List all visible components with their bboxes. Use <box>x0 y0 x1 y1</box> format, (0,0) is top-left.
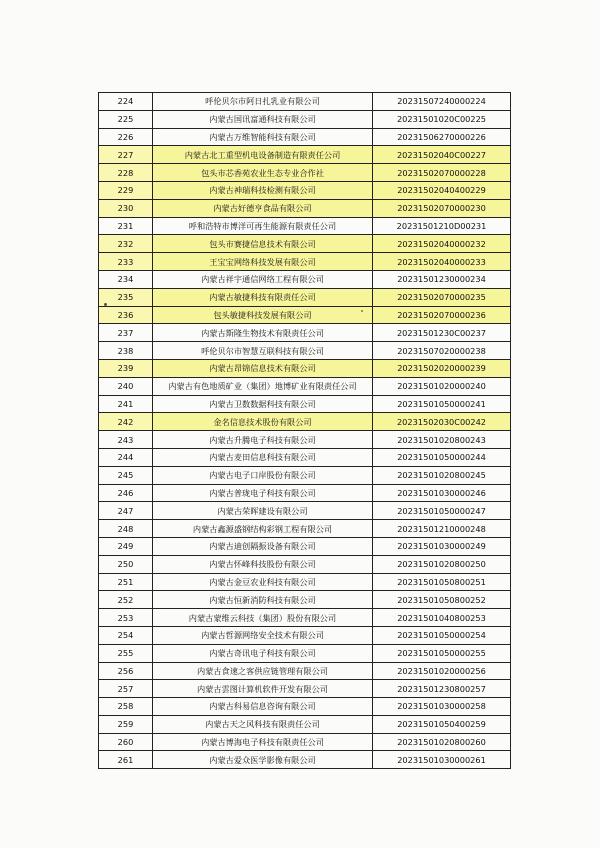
company-name: 内蒙古金豆农业科技有限公司 <box>153 573 373 591</box>
row-number: 250 <box>99 555 153 573</box>
table-row <box>99 502 511 520</box>
registration-code: 20231501050800252 <box>373 591 511 609</box>
registration-code: 20231502030C00242 <box>373 413 511 431</box>
table-row <box>99 342 511 360</box>
table-row <box>99 591 511 609</box>
company-name: 内蒙古北工重型机电设备制造有限责任公司 <box>153 146 373 164</box>
registration-code: 20231501050400259 <box>373 715 511 733</box>
registration-code: 20231501030000246 <box>373 484 511 502</box>
registration-code: 20231502040C00227 <box>373 146 511 164</box>
row-number: 228 <box>99 164 153 182</box>
company-name: 内蒙古卫数数据科技有限公司 <box>153 395 373 413</box>
company-name: 内蒙古敏捷科技有限责任公司 <box>153 288 373 306</box>
company-name: 内蒙古斯隆生物技术有限责任公司 <box>153 324 373 342</box>
registration-code: 20231501040800253 <box>373 609 511 627</box>
company-name: 内蒙古升腾电子科技有限公司 <box>153 431 373 449</box>
table-row <box>99 128 511 146</box>
registration-code: 20231501050000255 <box>373 644 511 662</box>
company-name: 包头市赛捷信息技术有限公司 <box>153 235 373 253</box>
row-number: 244 <box>99 448 153 466</box>
table-row <box>99 146 511 164</box>
company-name: 内蒙古迪创隔振设备有限公司 <box>153 537 373 555</box>
registration-code: 20231501230800257 <box>373 680 511 698</box>
row-number: 242 <box>99 413 153 431</box>
registration-code: 20231501030000258 <box>373 698 511 716</box>
table-row <box>99 448 511 466</box>
table-row <box>99 110 511 128</box>
row-number: 259 <box>99 715 153 733</box>
row-number: 229 <box>99 181 153 199</box>
row-number: 241 <box>99 395 153 413</box>
row-number: 231 <box>99 217 153 235</box>
row-number: 226 <box>99 128 153 146</box>
company-name: 内蒙古国讯富通科技有限公司 <box>153 110 373 128</box>
row-number: 251 <box>99 573 153 591</box>
company-name: 内蒙古普珑电子科技有限公司 <box>153 484 373 502</box>
table-row <box>99 537 511 555</box>
table-row <box>99 573 511 591</box>
registration-code: 20231502070000230 <box>373 199 511 217</box>
registration-code: 20231506270000226 <box>373 128 511 146</box>
registration-code: 20231507020000238 <box>373 342 511 360</box>
row-number: 240 <box>99 377 153 395</box>
table-row <box>99 377 511 395</box>
row-number: 225 <box>99 110 153 128</box>
registration-code: 20231501050000254 <box>373 626 511 644</box>
company-name: 内蒙古奇讯电子科技有限公司 <box>153 644 373 662</box>
table-row <box>99 235 511 253</box>
table-row <box>99 644 511 662</box>
table-row <box>99 324 511 342</box>
table-row <box>99 733 511 751</box>
company-name: 内蒙古科易信息咨询有限公司 <box>153 698 373 716</box>
table-row <box>99 306 511 324</box>
company-name: 内蒙古雲图计算机软件开发有限公司 <box>153 680 373 698</box>
table-row <box>99 395 511 413</box>
table-row <box>99 680 511 698</box>
company-name: 内蒙古食速之客供应链管理有限公司 <box>153 662 373 680</box>
row-number: 243 <box>99 431 153 449</box>
registration-code: 20231501020800250 <box>373 555 511 573</box>
table-body <box>99 93 511 769</box>
company-name: 内蒙古博海电子科技有限责任公司 <box>153 733 373 751</box>
row-number: 255 <box>99 644 153 662</box>
row-number: 248 <box>99 520 153 538</box>
registration-code: 20231502040000232 <box>373 235 511 253</box>
row-number: 234 <box>99 270 153 288</box>
company-name: 王宝宝网络科技发展有限公司 <box>153 253 373 271</box>
row-number: 236 <box>99 306 153 324</box>
row-number: 256 <box>99 662 153 680</box>
registration-code: 20231502040400229 <box>373 181 511 199</box>
row-number: 239 <box>99 359 153 377</box>
registration-code: 20231501050000247 <box>373 502 511 520</box>
company-name: 内蒙古怀峰科技股份有限公司 <box>153 555 373 573</box>
registration-code: 20231501030000261 <box>373 751 511 769</box>
row-number: 246 <box>99 484 153 502</box>
table-row <box>99 751 511 769</box>
registration-code: 20231501020C00225 <box>373 110 511 128</box>
registration-code: 20231501210D00231 <box>373 217 511 235</box>
row-number: 235 <box>99 288 153 306</box>
row-number: 232 <box>99 235 153 253</box>
row-number: 224 <box>99 93 153 111</box>
company-name: 金名信息技术股份有限公司 <box>153 413 373 431</box>
row-number: 252 <box>99 591 153 609</box>
registration-code: 20231502070000235 <box>373 288 511 306</box>
table-row <box>99 359 511 377</box>
company-name: 内蒙古祥宇通信网络工程有限公司 <box>153 270 373 288</box>
registration-code: 20231501050000244 <box>373 448 511 466</box>
registration-code: 20231507240000224 <box>373 93 511 111</box>
table-row <box>99 164 511 182</box>
scan-speck <box>104 303 107 306</box>
table-row <box>99 626 511 644</box>
row-number: 227 <box>99 146 153 164</box>
company-name: 内蒙古好德亨食品有限公司 <box>153 199 373 217</box>
table-row <box>99 520 511 538</box>
company-name: 内蒙古爱众医学影像有限公司 <box>153 751 373 769</box>
company-name: 呼和浩特市博洋可再生能源有限责任公司 <box>153 217 373 235</box>
table-row <box>99 431 511 449</box>
registration-code: 20231501020000256 <box>373 662 511 680</box>
company-name: 呼伦贝尔市智慧互联科技有限公司 <box>153 342 373 360</box>
row-number: 254 <box>99 626 153 644</box>
table-row <box>99 555 511 573</box>
table-row <box>99 698 511 716</box>
table-row <box>99 484 511 502</box>
table-row <box>99 181 511 199</box>
company-name: 内蒙古哲源网络安全技术有限公司 <box>153 626 373 644</box>
registration-code: 20231501050800251 <box>373 573 511 591</box>
registration-code: 20231501020800260 <box>373 733 511 751</box>
row-number: 258 <box>99 698 153 716</box>
company-name: 内蒙古荣晖建设有限公司 <box>153 502 373 520</box>
row-number: 238 <box>99 342 153 360</box>
company-name: 内蒙古昂锦信息技术有限公司 <box>153 359 373 377</box>
registration-code: 20231501230000234 <box>373 270 511 288</box>
table-row <box>99 413 511 431</box>
registration-code: 20231501230C00237 <box>373 324 511 342</box>
row-number: 249 <box>99 537 153 555</box>
row-number: 260 <box>99 733 153 751</box>
company-name: 内蒙古天之风科技有限责任公司 <box>153 715 373 733</box>
registration-code: 20231501050000241 <box>373 395 511 413</box>
row-number: 261 <box>99 751 153 769</box>
registration-code: 20231501210000248 <box>373 520 511 538</box>
row-number: 230 <box>99 199 153 217</box>
registration-code: 20231502070000236 <box>373 306 511 324</box>
table-row <box>99 270 511 288</box>
registration-code: 20231502040000233 <box>373 253 511 271</box>
company-name: 内蒙古麦田信息科技有限公司 <box>153 448 373 466</box>
scan-speck <box>361 310 363 312</box>
company-name: 包头市芯香苑农业生态专业合作社 <box>153 164 373 182</box>
company-name: 内蒙古恒新消防科技有限公司 <box>153 591 373 609</box>
registration-code: 20231501020800245 <box>373 466 511 484</box>
row-number: 247 <box>99 502 153 520</box>
company-name: 内蒙古万维智能科技有限公司 <box>153 128 373 146</box>
table-row <box>99 662 511 680</box>
company-name: 包头敏捷科技发展有限公司 <box>153 306 373 324</box>
table-row <box>99 466 511 484</box>
registration-code: 20231502070000228 <box>373 164 511 182</box>
company-name: 内蒙古神瑞科技检测有限公司 <box>153 181 373 199</box>
row-number: 257 <box>99 680 153 698</box>
company-name: 呼伦贝尔市阿日扎乳业有限公司 <box>153 93 373 111</box>
row-number: 237 <box>99 324 153 342</box>
company-name: 内蒙古电子口岸股份有限公司 <box>153 466 373 484</box>
table-row <box>99 93 511 111</box>
registration-code: 20231501020800243 <box>373 431 511 449</box>
company-name: 内蒙古鑫源盛钢结构彩钢工程有限公司 <box>153 520 373 538</box>
table-row <box>99 217 511 235</box>
table-row <box>99 253 511 271</box>
table-row <box>99 609 511 627</box>
registration-code: 20231501020000240 <box>373 377 511 395</box>
table-row <box>99 715 511 733</box>
row-number: 245 <box>99 466 153 484</box>
registration-table <box>98 92 511 769</box>
table-row <box>99 288 511 306</box>
registration-code: 20231501030000249 <box>373 537 511 555</box>
registration-code: 20231502020000239 <box>373 359 511 377</box>
table-row <box>99 199 511 217</box>
company-name: 内蒙古有色地质矿业（集团）地博矿业有限责任公司 <box>153 377 373 395</box>
row-number: 233 <box>99 253 153 271</box>
company-name: 内蒙古蒙维云科技（集团）股份有限公司 <box>153 609 373 627</box>
row-number: 253 <box>99 609 153 627</box>
